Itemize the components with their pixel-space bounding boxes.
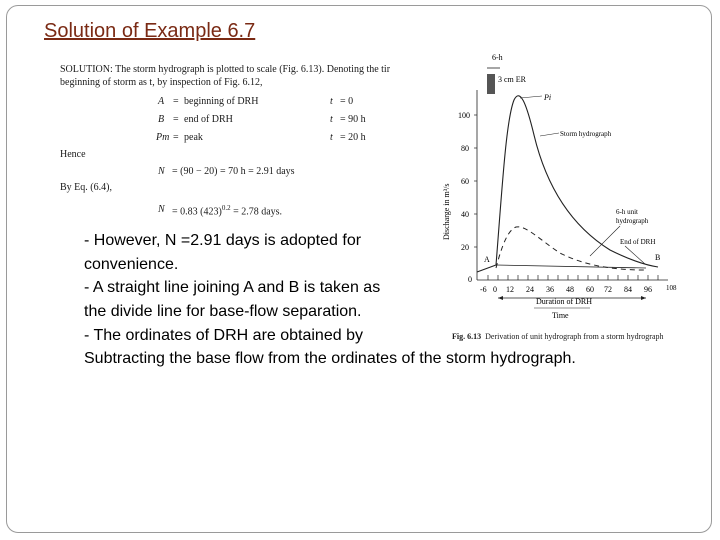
- duration-arrowhead-right: [641, 296, 646, 300]
- y-tick-100: 100: [458, 111, 470, 120]
- end-of-drh-label: End of DRH: [620, 238, 656, 246]
- x-tick-12: 12: [506, 285, 514, 294]
- x-tick-96: 96: [644, 285, 652, 294]
- n-eq2-lhs: N: [158, 204, 165, 215]
- x-tick-marks: [488, 275, 658, 280]
- y-tick-80: 80: [461, 144, 469, 153]
- storm-leader: [540, 133, 559, 136]
- y-tick-60: 60: [461, 177, 469, 186]
- row-a-t: t: [330, 96, 333, 107]
- rain-depth-label: 3 cm ER: [498, 75, 526, 84]
- point-b-label: B: [655, 253, 661, 262]
- unit-hydrograph-label-2: hydrograph: [616, 217, 649, 225]
- row-pm-symbol: Pm: [156, 132, 170, 143]
- row-pm-desc: peak: [184, 132, 203, 143]
- unit-hydrograph-curve: [496, 227, 645, 270]
- n-eq1-rhs: = (90 − 20) = 70 h = 2.91 days: [172, 166, 295, 177]
- note-line-6: Subtracting the base flow from the ordinates of the storm hydrograph.: [84, 350, 576, 367]
- y-tick-group: [474, 115, 477, 247]
- hence-label: Hence: [60, 149, 86, 160]
- x-tick-48: 48: [566, 285, 574, 294]
- point-a-label: A: [484, 255, 490, 264]
- x-tick-0: 0: [493, 285, 497, 294]
- row-a-eq: =: [173, 96, 179, 107]
- figure-caption: [452, 332, 664, 341]
- note-line-4: the divide line for base-flow separation.: [84, 303, 362, 320]
- unit-hydrograph-label-1: 6-h unit: [616, 208, 638, 216]
- row-pm-eq: =: [173, 132, 179, 143]
- figure-caption-label: Fig. 6.13: [452, 332, 482, 341]
- x-tick-60: 60: [586, 285, 594, 294]
- row-b-eq: =: [173, 114, 179, 125]
- note-line-3: - A straight line joining A and B is taken as: [84, 279, 381, 296]
- figure-caption-text: Derivation of unit hydrograph from a storm hydrograph: [485, 332, 664, 341]
- solution-line-2: beginning of storm as t, by inspection of Fig. 6.12,: [60, 77, 263, 88]
- y-tick-20: 20: [461, 243, 469, 252]
- rainfall-bar: [487, 74, 495, 94]
- n-eq1-lhs: N: [158, 166, 165, 177]
- x-axis-label: Time: [552, 311, 569, 320]
- x-tick-24: 24: [526, 285, 534, 294]
- row-b-t: t: [330, 114, 333, 125]
- x-tick-84: 84: [624, 285, 632, 294]
- note-line-1: - However, N =2.91 days is adopted for: [84, 232, 362, 249]
- duration-label: Duration of DRH: [536, 297, 592, 306]
- row-pm-t: t: [330, 132, 333, 143]
- x-tick-72: 72: [604, 285, 612, 294]
- peak-leader: [520, 96, 542, 98]
- row-b-tval: = 90 h: [340, 114, 366, 125]
- x-tick-36: 36: [546, 285, 554, 294]
- row-a-desc: beginning of DRH: [184, 96, 259, 107]
- y-tick-0: 0: [468, 275, 472, 284]
- row-b-symbol: B: [158, 114, 165, 125]
- note-line-2: convenience.: [84, 256, 179, 273]
- by-eq-label: By Eq. (6.4),: [60, 182, 112, 193]
- base-flow-line: [496, 265, 646, 268]
- row-a-tval: = 0: [340, 96, 354, 107]
- storm-hydrograph-label: Storm hydrograph: [560, 130, 612, 138]
- x-tick-108: 108: [666, 284, 677, 292]
- solution-line-1: SOLUTION: The storm hydrograph is plotted to scale (Fig. 6.13). Denoting the tir: [60, 64, 391, 75]
- y-axis-label: Discharge in m³/s: [442, 183, 451, 240]
- duration-arrowhead-left: [498, 296, 503, 300]
- hydrograph-figure: [440, 40, 700, 360]
- unit-hydrograph-leader: [590, 226, 620, 256]
- y-tick-40: 40: [461, 210, 469, 219]
- solution-scan: [58, 62, 438, 222]
- x-tick-m6: -6: [480, 285, 487, 294]
- slide-title: Solution of Example 6.7: [44, 20, 256, 42]
- n-eq2-rhs: = 0.83 $(423)^{0.2} = 2.78$ days.: [172, 204, 283, 218]
- note-line-5: - The ordinates of DRH are obtained by: [84, 327, 363, 344]
- row-b-desc: end of DRH: [184, 114, 233, 125]
- row-pm-tval: = 20 h: [340, 132, 366, 143]
- row-a-symbol: A: [158, 96, 165, 107]
- peak-label: Pi: [544, 93, 552, 102]
- rain-duration-label: 6-h: [492, 53, 503, 62]
